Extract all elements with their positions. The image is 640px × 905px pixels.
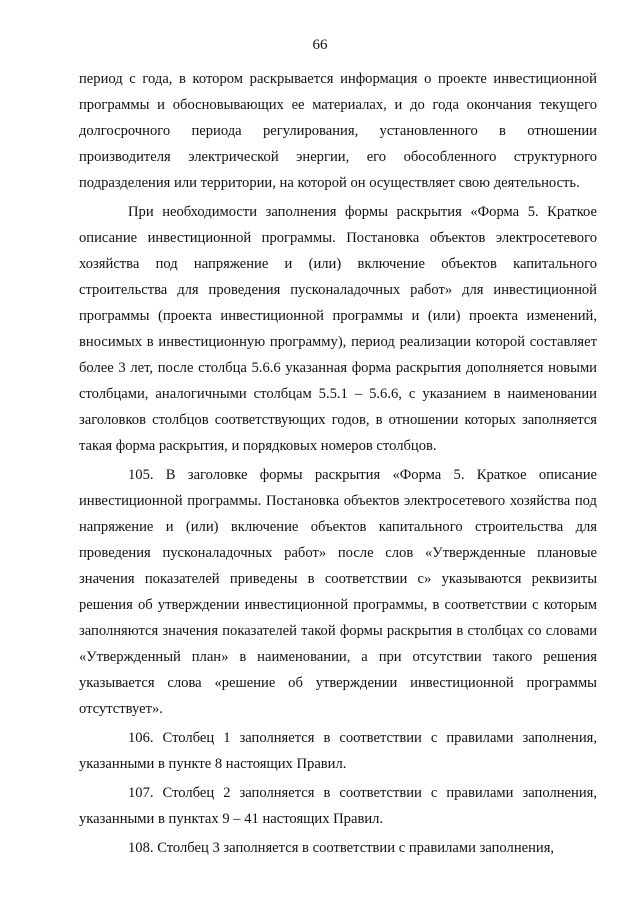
paragraph-107: 107. Столбец 2 заполняется в соответствии с правилами заполнения, указанными в пунктах 9 – 41 настоящих Правил. [79, 785, 597, 827]
paragraph-108: 108. Столбец 3 заполняется в соответствии с правилами заполнения, [128, 840, 555, 856]
paragraph-105: 105. В заголовке формы раскрытия «Форма 5. Краткое описание инвестиционной программы. Постановка объектов электросетевого хозяйства под напряжение и (или) включение объектов капитального строительства для проведения пусконаладочных работ» после слов «Утвержденные плановые значения показателей приведены в соответствии с» указываются реквизиты решения об утверждении инвестиционной программы, в соответствии с которым заполняются значения показателей такой формы раскрытия в столбцах со словами «Утвержденный план» в наименовании, а при отсутствии такого решения указывается слова «решение об утверждении инвестиционной программы отсутствует». [79, 467, 597, 717]
paragraph-continuation: период с года, в котором раскрывается информация о проекте инвестиционной программы и обосновывающих ее материалах, и до года окончания текущего долгосрочного периода регулирования, установленного в отношении производителя электрической энергии, его обособленного структурного подразделения или территории, на которой он осуществляет свою деятельность. [79, 71, 597, 191]
paragraph-106: 106. Столбец 1 заполняется в соответствии с правилами заполнения, указанными в пункте 8 настоящих Правил. [79, 730, 597, 772]
page-number: 66 [312, 37, 328, 53]
document-body [79, 66, 597, 861]
paragraph-form5-columns: При необходимости заполнения формы раскрытия «Форма 5. Краткое описание инвестиционной программы. Постановка объектов электросетевого хозяйства под напряжение и (или) включение объектов капитального строительства для проведения пусконаладочных работ» для инвестиционной программы (проекта инвестиционной программы и (или) проекта изменений, вносимых в инвестиционную программу), период реализации которой составляет более 3 лет, после столбца 5.6.6 указанная форма раскрытия дополняется новыми столбцами, аналогичными столбцам 5.5.1 – 5.6.6, с указанием в наименовании заголовков столбцов соответствующих годов, в отношении которых заполняется такая форма раскрытия, и порядковых номеров столбцов. [79, 204, 597, 454]
